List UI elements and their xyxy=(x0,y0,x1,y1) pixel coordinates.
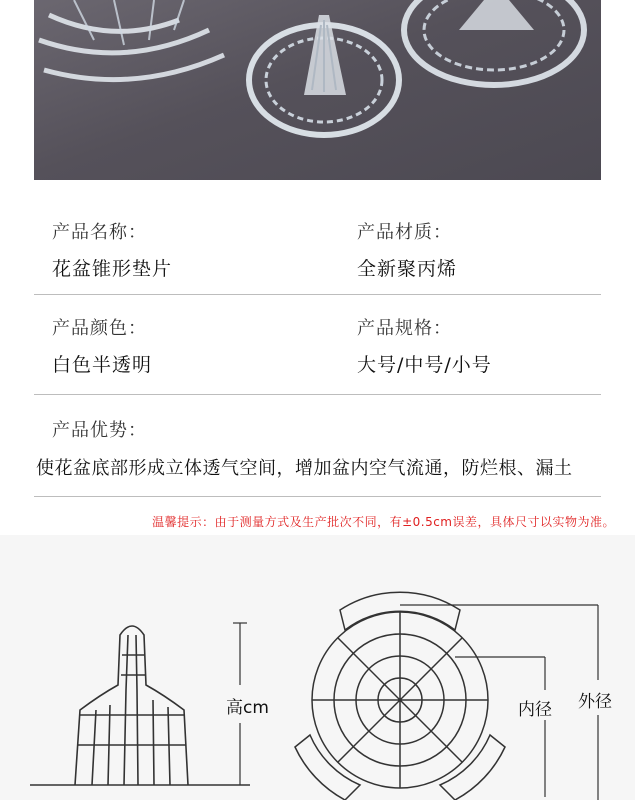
spec-name-label: 产品名称： xyxy=(52,222,147,243)
outer-diameter-label: 外径 xyxy=(578,692,612,712)
spec-material-value: 全新聚丙烯 xyxy=(357,258,458,280)
dimension-drawing xyxy=(0,535,635,800)
divider xyxy=(34,496,601,497)
cone-side-view xyxy=(75,626,188,785)
product-photo-illustration xyxy=(34,0,601,180)
spec-name xyxy=(52,218,312,281)
divider xyxy=(34,394,601,395)
spec-color xyxy=(52,314,312,377)
measurement-note-text: 温馨提示：由于测量方式及生产批次不同，有±0.5cm误差，具体尺寸以实物为准。 xyxy=(152,515,615,529)
divider xyxy=(34,294,601,295)
spec-name-value: 花盆锥形垫片 xyxy=(52,258,173,280)
spec-row-3 xyxy=(52,416,619,442)
spec-advantage-label: 产品优势： xyxy=(52,420,147,441)
spec-color-value: 白色半透明 xyxy=(52,354,153,376)
spec-size xyxy=(357,314,617,377)
height-label: 高cm xyxy=(226,698,269,718)
measurement-note xyxy=(0,513,635,530)
spec-material xyxy=(357,218,617,281)
spec-advantage-value: 使花盆底部形成立体透气空间，增加盆内空气流通，防烂根、漏土 xyxy=(36,458,573,479)
inner-diameter-label: 内径 xyxy=(518,700,552,720)
spec-size-value: 大号/中号/小号 xyxy=(357,354,492,376)
dimension-diagram xyxy=(0,535,635,800)
spec-size-label: 产品规格： xyxy=(357,318,452,339)
product-photo xyxy=(34,0,601,180)
spec-color-label: 产品颜色： xyxy=(52,318,147,339)
diameter-dimensions xyxy=(400,605,598,800)
spec-material-label: 产品材质： xyxy=(357,222,452,243)
cone-top-view xyxy=(295,592,505,800)
